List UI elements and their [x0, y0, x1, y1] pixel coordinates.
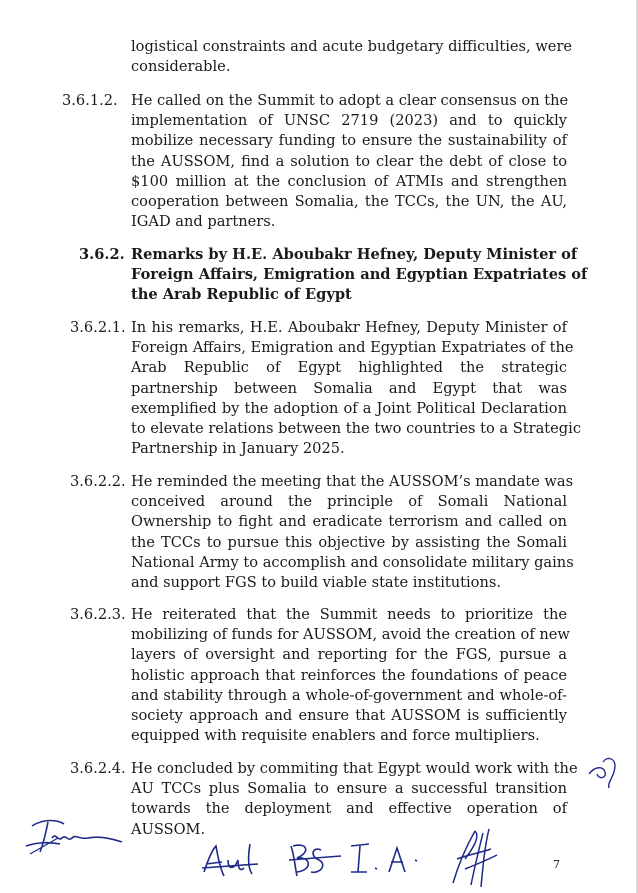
text-line: In his remarks, H.E. Aboubakr Hefney, Deputy Minister of — [131, 319, 567, 336]
text-line: exemplified by the adoption of a Joint Political Declaration — [131, 399, 567, 417]
heading-line: Remarks by H.E. Aboubakr Hefney, Deputy Minister of — [131, 246, 578, 263]
text-line: He concluded by commiting that Egypt would work with the — [131, 760, 578, 777]
paragraph-3-6-2-3 — [131, 605, 570, 746]
text-line: IGAD and partners. — [131, 213, 276, 231]
text-line: mobilizing of funds for AUSSOM, avoid the creation of new — [131, 626, 570, 644]
text-line: mobilize necessary funding to ensure the sustainability of — [131, 132, 567, 150]
text-line: considerable. — [131, 58, 231, 76]
text-line: the TCCs to pursue this objective by assisting the Somali — [131, 533, 567, 551]
text-line: He reiterated that the Summit needs to prioritize the — [131, 606, 567, 623]
heading-line: Foreign Affairs, Emigration and Egyptian Expatriates of — [131, 266, 588, 284]
text-line: and stability through a whole-of-government and whole-of- — [131, 686, 567, 704]
section-number: 3.6.2. — [79, 246, 125, 263]
text-line: society approach and ensure that AUSSOM is sufficiently — [131, 707, 567, 725]
text-line: logistical constraints and acute budgetary difficulties, were — [131, 38, 573, 55]
signature-initials-right — [445, 825, 505, 890]
heading-line: the Arab Republic of Egypt — [131, 286, 352, 304]
text-line: Arab Republic of Egypt highlighted the strategic — [131, 359, 567, 377]
signature-bs-ia — [285, 838, 435, 883]
paragraph-number: 3.6.2.3. — [70, 606, 126, 623]
signature-aul — [198, 838, 268, 883]
text-line: and support FGS to build viable state institutions. — [131, 574, 501, 592]
text-line: He reminded the meeting that the AUSSOM’s mandate was — [131, 473, 574, 490]
text-line: to elevate relations between the two countries to a Strategic — [131, 420, 581, 438]
text-line: equipped with requisite enablers and force multipliers. — [131, 727, 540, 745]
text-line: holistic approach that reinforces the foundations of peace — [131, 666, 567, 684]
text-line: the AUSSOM, find a solution to clear the debt of close to — [131, 152, 567, 170]
text-line: conceived around the principle of Somali National — [131, 493, 567, 511]
text-line: He called on the Summit to adopt a clear consensus on the — [131, 92, 569, 109]
signature-left — [18, 808, 128, 863]
paragraph-number: 3.6.2.2. — [70, 473, 126, 490]
text-line: $100 million at the conclusion of ATMIs and strengthen — [131, 172, 567, 190]
text-line: towards the deployment and effective operation of — [131, 800, 567, 818]
page-number: 7 — [553, 858, 560, 871]
text-line: National Army to accomplish and consolidate military gains — [131, 553, 574, 571]
text-line: AUSSOM. — [131, 820, 206, 838]
text-line: layers of oversight and reporting for the FGS, pursue a — [131, 646, 567, 664]
section-heading — [131, 245, 588, 306]
text-line: Foreign Affairs, Emigration and Egyptian Expatriates of the — [131, 339, 574, 357]
text-line: partnership between Somalia and Egypt that was — [131, 379, 567, 397]
paragraph-number: 3.6.2.4. — [70, 760, 126, 777]
paragraph-3-6-2-1 — [131, 318, 581, 459]
text-line: AU TCCs plus Somalia to ensure a successful transition — [131, 780, 567, 798]
paragraph-number: 3.6.2.1. — [70, 319, 126, 336]
paragraph-continuation — [131, 37, 573, 77]
paragraph-3-6-1-2 — [131, 91, 567, 232]
text-line: implementation of UNSC 2719 (2023) and to quickly — [131, 112, 567, 130]
text-line: Partnership in January 2025. — [131, 440, 345, 458]
paragraph-number: 3.6.1.2. — [62, 92, 118, 109]
margin-initial-mark — [585, 752, 625, 792]
text-line: Ownership to fight and eradicate terrorism and called on — [131, 513, 567, 531]
text-line: cooperation between Somalia, the TCCs, the UN, the AU, — [131, 193, 567, 211]
paragraph-3-6-2-2 — [131, 472, 574, 593]
